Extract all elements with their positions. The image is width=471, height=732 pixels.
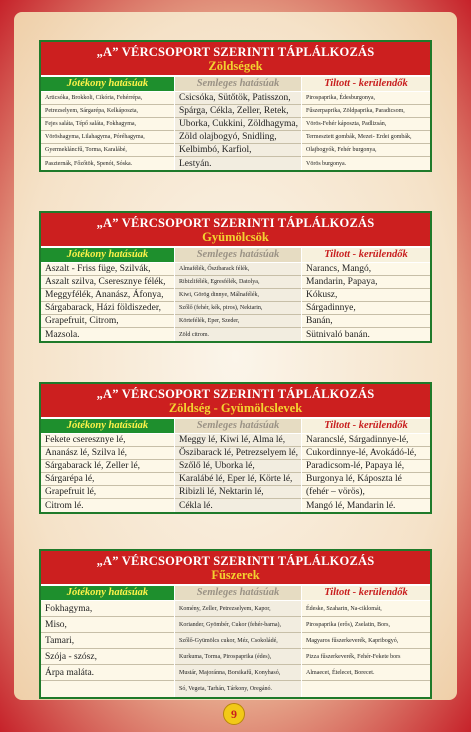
table-cell: Pirospaprika (erős), Zselatin, Bors, [302,617,430,633]
section-title: „A” VÉRCSOPORT SZERINTI TÁPLÁLKOZÁS [96,387,375,401]
section-subtitle: Zöldség - Gyümölcslevek [168,401,303,415]
section-header [41,42,430,77]
table-cell: Mangó lé, Mandarin lé. [302,499,430,512]
table-cell: Aszalt - Friss füge, Szilvák, [41,263,174,276]
table-cell: Uborka, Cukkini, Zöldhagyma, [175,118,301,131]
table-cell: Paradicsom-lé, Papaya lé, [302,460,430,473]
food-table-section [39,382,432,514]
table-cell: Sárgabarack, Házi földiszeder, [41,302,174,315]
table-cell: Olajbogyók, Fehér burgonya, [302,144,430,157]
table-cell: Paszternák, Főzőtök, Spenót, Sóska. [41,157,174,170]
table-cell: Almafélék, Őszibarack félék, [175,263,301,276]
column-header: Semleges hatásúak [175,77,301,92]
forbidden-column [302,248,430,341]
neutral-column [175,419,302,512]
table-cell: Vöröshagyma, Lilahagyma, Póréhagyma, [41,131,174,144]
table-cell [302,681,430,697]
table-cell: Mandarin, Papaya, [302,276,430,289]
table-cell: Narancs, Mangó, [302,263,430,276]
section-subtitle: Zöldségek [208,59,263,73]
column-header: Jótékony hatásúak [41,586,174,601]
column-header: Tiltott - kerülendők [302,586,430,601]
food-table-section [39,40,432,172]
table-cell: Csicsóka, Sütőtök, Patisszon, [175,92,301,105]
table-cell: Sütnivaló banán. [302,328,430,341]
table-columns [41,248,430,341]
table-cell: Aszalt szilva, Cseresznye félék, [41,276,174,289]
table-cell: Körtefélék, Eper, Szeder, [175,315,301,328]
beneficial-column [41,248,175,341]
table-cell: Meggy lé, Kiwi lé, Alma lé, [175,434,301,447]
table-cell: Szója - szósz, [41,649,174,665]
table-cell: Vörös-Fehér káposzta, Padlizsán, [302,118,430,131]
table-cell: Koriander, Gyömbér, Cukor (fehér-barna), [175,617,301,633]
table-cell: Lestyán. [175,157,301,170]
section-subtitle: Fűszerek [211,568,260,582]
table-cell: Miso, [41,617,174,633]
column-header: Semleges hatásúak [175,248,301,263]
table-cell: Kókusz, [302,289,430,302]
table-cell: Fűszerpaprika, Zöldpaprika, Paradicsom, [302,105,430,118]
beneficial-column [41,419,175,512]
section-title: „A” VÉRCSOPORT SZERINTI TÁPLÁLKOZÁS [96,554,375,568]
table-cell: Petrezselyem, Sárgarépa, Kelkáposzta, [41,105,174,118]
table-cell: Fejes saláta, Tépő saláta, Fokhagyma, [41,118,174,131]
neutral-column [175,248,302,341]
table-cell: Fekete cseresznye lé, [41,434,174,447]
table-cell: Grapefruit lé, [41,486,174,499]
table-cell: Almaecet, Ételecet, Borecet. [302,665,430,681]
column-header: Semleges hatásúak [175,419,301,434]
beneficial-column [41,77,175,170]
column-header: Jótékony hatásúak [41,248,174,263]
table-cell: Magyaros fűszerkeverék, Kapribogyó, [302,633,430,649]
column-header: Jótékony hatásúak [41,77,174,92]
food-table-section [39,211,432,343]
table-cell: Sárgabarack lé, Zeller lé, [41,460,174,473]
table-cell: Kiwi, Görög dinnye, Málnafélék, [175,289,301,302]
table-columns [41,586,430,697]
section-subtitle: Gyümölcsök [202,230,269,244]
table-cell: Cukordinnye-lé, Avokádó-lé, [302,447,430,460]
neutral-column [175,586,302,697]
table-cell: Szőlő-Gyümölcs cukor, Méz, Csokoládé, [175,633,301,649]
table-cell: Ribizlifélék, Egresfélék, Datolya, [175,276,301,289]
table-cell: Citrom lé. [41,499,174,512]
table-cell: (fehér – vörös), [302,486,430,499]
table-cell: Spárga, Cékla, Zeller, Retek, [175,105,301,118]
table-cell: Kelbimbó, Karfiol, [175,144,301,157]
table-cell: Grapefruit, Citrom, [41,315,174,328]
table-cell: Burgonya lé, Káposzta lé [302,473,430,486]
forbidden-column [302,586,430,697]
table-cell: Gyermekláncfű, Torma, Karalábé, [41,144,174,157]
table-cell: Narancslé, Sárgadinnye-lé, [302,434,430,447]
table-columns [41,77,430,170]
table-cell: Édeske, Szaharin, Na-ciklomát, [302,601,430,617]
table-cell [41,681,174,697]
column-header: Semleges hatásúak [175,586,301,601]
food-table-section [39,549,432,699]
table-cell: Sárgarépa lé, [41,473,174,486]
section-header [41,213,430,248]
table-cell: Articsóka, Brokkoli, Cikória, Fehérrépa, [41,92,174,105]
section-title: „A” VÉRCSOPORT SZERINTI TÁPLÁLKOZÁS [96,45,375,59]
table-cell: Zöld citrom. [175,328,301,341]
table-cell: Tamari, [41,633,174,649]
table-cell: Komény, Zeller, Petrezselyem, Kapor, [175,601,301,617]
table-cell: Szőlő lé, Uborka lé, [175,460,301,473]
table-cell: Meggyfélék, Ananász, Áfonya, [41,289,174,302]
table-cell: Fokhagyma, [41,601,174,617]
table-cell: Pizza fűszerkeverék, Fehér-Fekete bors [302,649,430,665]
forbidden-column [302,77,430,170]
table-cell: Karalábé lé, Eper lé, Körte lé, [175,473,301,486]
column-header: Tiltott - kerülendők [302,77,430,92]
page-number: 9 [223,703,245,725]
table-cell: Sárgadinnye, [302,302,430,315]
table-cell: Mazsola. [41,328,174,341]
column-header: Tiltott - kerülendők [302,419,430,434]
table-cell: Mustár, Majoránna, Borsikafű, Konyhasó, [175,665,301,681]
forbidden-column [302,419,430,512]
table-cell: Banán, [302,315,430,328]
table-cell: Szőlő (fehér, kék, piros), Nektarin, [175,302,301,315]
section-header [41,551,430,586]
section-title: „A” VÉRCSOPORT SZERINTI TÁPLÁLKOZÁS [96,216,375,230]
table-cell: Árpa maláta. [41,665,174,681]
table-cell: Kurkuma, Torma, Pirospaprika (édes), [175,649,301,665]
table-cell: Őszibarack lé, Petrezselyem lé, [175,447,301,460]
table-cell: Pirospaprika, Édesburgonya, [302,92,430,105]
table-cell: Ananász lé, Szilva lé, [41,447,174,460]
table-columns [41,419,430,512]
section-header [41,384,430,419]
table-cell: Só, Vegeta, Tarhán, Tárkony, Oregánó. [175,681,301,697]
table-cell: Zöld olajbogyó, Snidling, [175,131,301,144]
neutral-column [175,77,302,170]
table-cell: Cékla lé. [175,499,301,512]
table-cell: Termesztett gombák, Mezei- Erdei gombák, [302,131,430,144]
column-header: Tiltott - kerülendők [302,248,430,263]
table-cell: Ribizli lé, Nektarin lé, [175,486,301,499]
table-cell: Vörös burgonya. [302,157,430,170]
beneficial-column [41,586,175,697]
column-header: Jótékony hatásúak [41,419,174,434]
